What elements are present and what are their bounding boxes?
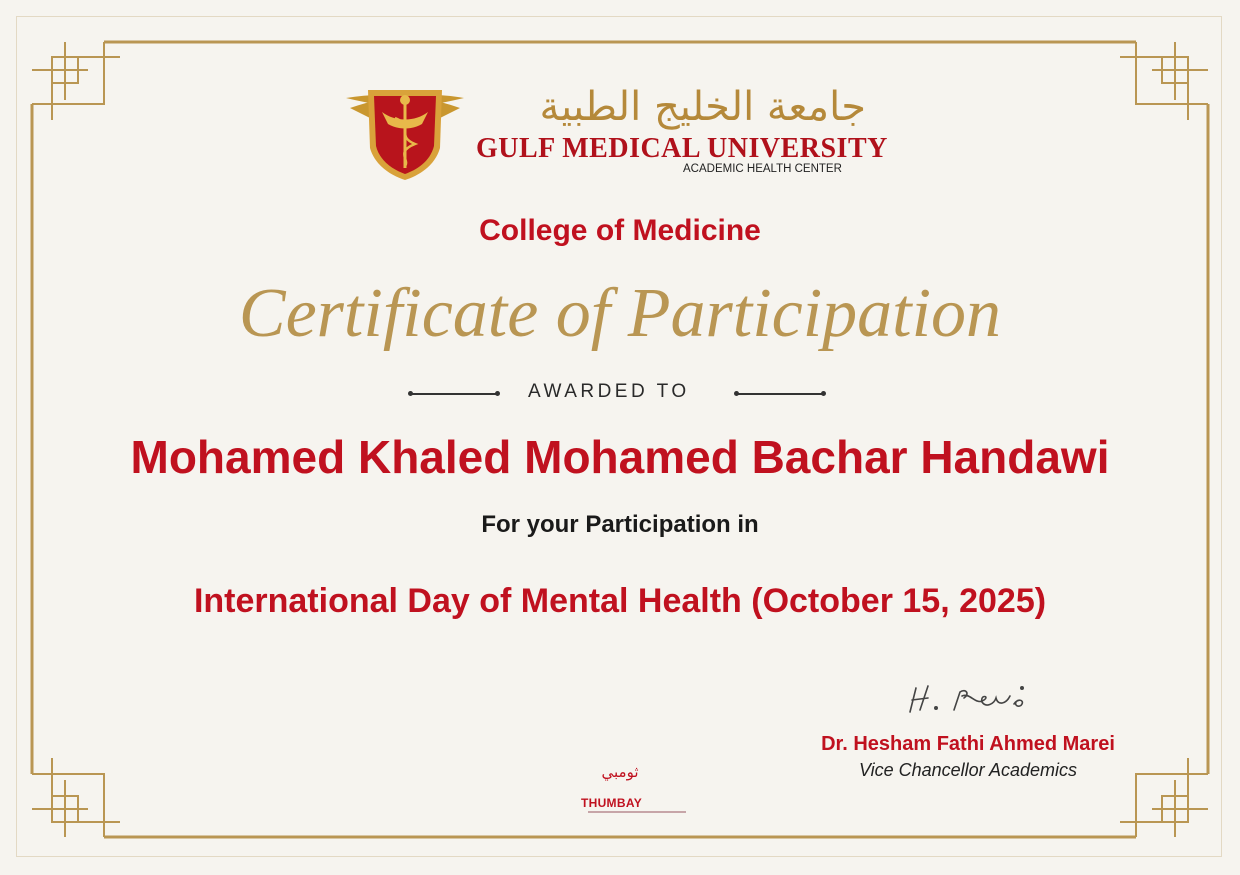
- left-divider: [410, 393, 498, 395]
- right-divider: [736, 393, 824, 395]
- thumbay-arabic-logo: ثومبي: [601, 763, 639, 781]
- thumbay-tagline: [588, 811, 686, 813]
- signer-role: Vice Chancellor Academics: [858, 760, 1078, 780]
- certificate-title: Certificate of Participation: [238, 275, 1002, 352]
- thumbay-logo: THUMBAY: [581, 796, 642, 810]
- university-name: GULF MEDICAL UNIVERSITY: [476, 133, 888, 164]
- event-name: International Day of Mental Health (October 15, 2025): [193, 582, 1047, 620]
- university-arabic-name: جامعة الخليج الطبية: [539, 84, 866, 130]
- signature-mark: [906, 680, 1036, 720]
- signer-name: Dr. Hesham Fathi Ahmed Marei: [821, 733, 1115, 755]
- university-subtitle: ACADEMIC HEALTH CENTER: [683, 163, 842, 175]
- recipient-name: Mohamed Khaled Mohamed Bachar Handawi: [130, 431, 1110, 483]
- awarded-to-label: AWARDED TO: [528, 381, 690, 402]
- participation-label: For your Participation in: [481, 511, 759, 538]
- college-name: College of Medicine: [479, 214, 761, 247]
